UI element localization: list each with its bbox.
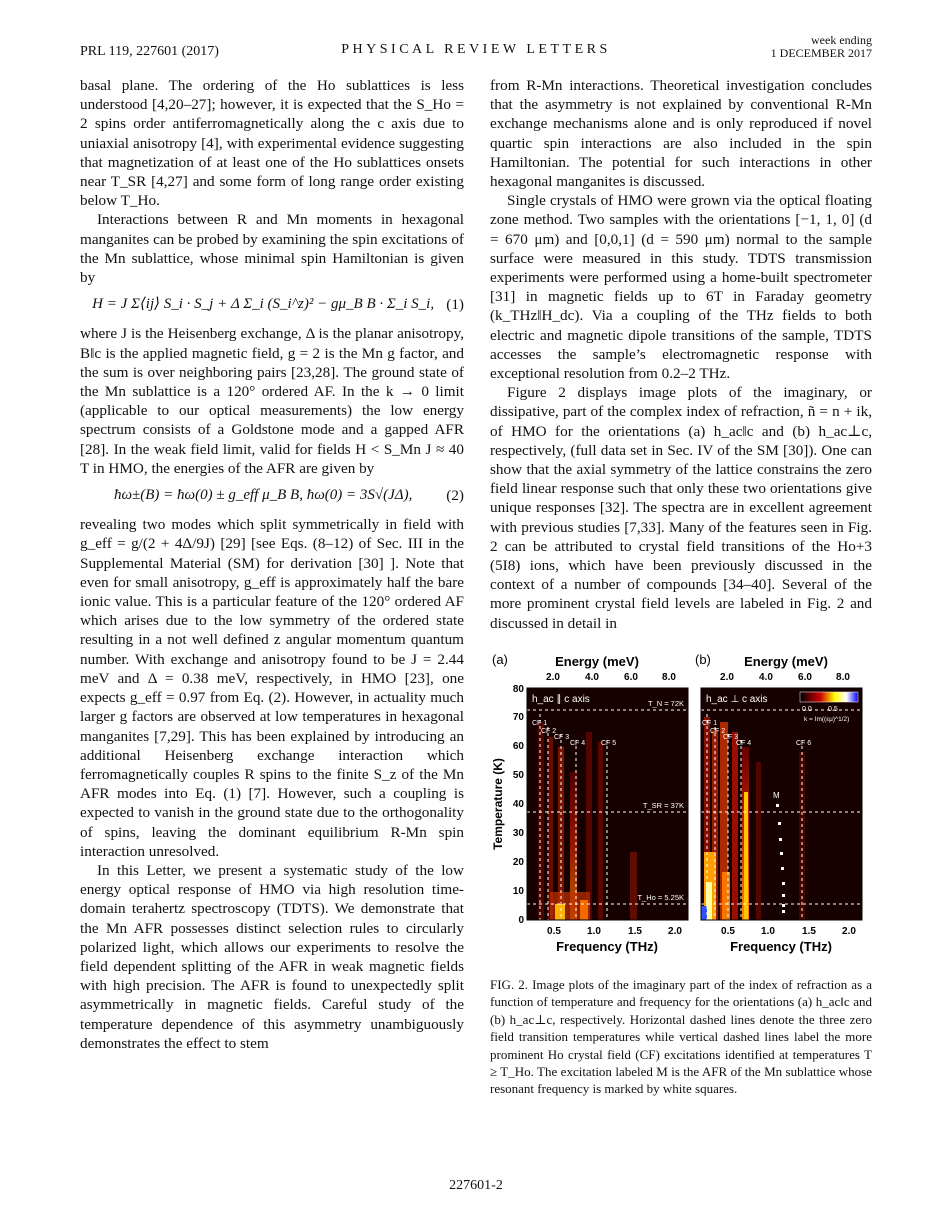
- paragraph: basal plane. The ordering of the Ho sublattices is less understood [4,20–27]; however, it is expected that the S_Ho = 2 spins order antiferromagnetically along the c axis due to uniaxial anisotropy [4], with experimental evidence suggesting that magnetization of at least one of the Ho sublattices onsets near T_SR [4,27] and some form of long range order existing below T_Ho.: [80, 77, 464, 210]
- equation-number: (2): [446, 487, 464, 505]
- afr-marker: [782, 904, 785, 907]
- y-tick-label: 40: [512, 799, 524, 810]
- figure-caption: FIG. 2. Image plots of the imaginary part of the index of refraction as a function of temperature and frequency for the orientations (a) h_ac‖c and (b) h_ac⊥c, respectively. Horizontal dashed lines denote the three zero field transition temperatures while vertical dashed lines label the more prominent Ho crystal field (CF) excitations identified at temperatures T ≥ T_Ho. The excitation labeled M is the AFR of the Mn sublattice whose resonant frequency is marked by white squares.: [490, 977, 872, 1097]
- cf-label: CF 6: [796, 740, 812, 747]
- equation-1: [80, 295, 464, 314]
- colorbar-label: k = Im((εμ)^1/2): [804, 716, 850, 723]
- y-tick-label: 50: [512, 770, 524, 781]
- bottom-tick-label: 1.0: [761, 926, 775, 937]
- bottom-tick-label: 0.5: [547, 926, 561, 937]
- y-tick-label: 80: [512, 684, 524, 695]
- panel-a-top-axis-title: Energy (meV): [555, 654, 639, 669]
- right-column: [490, 76, 872, 633]
- transition-label: T_SR = 37K: [642, 801, 684, 810]
- journal-reference: PRL 119, 227601 (2017): [80, 44, 219, 59]
- y-tick-label: 70: [512, 712, 524, 723]
- afr-marker: [782, 882, 785, 885]
- y-tick-label: 0: [518, 915, 524, 926]
- afr-marker: [780, 852, 783, 855]
- cf-label: CF 1: [702, 720, 718, 727]
- top-tick-label: 4.0: [585, 672, 599, 683]
- cf-label: CF 4: [736, 740, 752, 747]
- paragraph: from R-Mn interactions. Theoretical investigation concludes that the asymmetry is not explained by conventional R-Mn exchange mechanisms alone and is only reproduced if novel quartic spin interactions are also included in the spin Hamiltonian. The potential for such interactions in other hexagonal manganites is discussed.: [490, 77, 872, 191]
- figure-2-svg: [490, 652, 875, 957]
- panel-b-top-ticks: [720, 672, 850, 683]
- afr-marker: [782, 894, 785, 897]
- paragraph: Interactions between R and Mn moments in hexagonal manganites can be probed by examining the spin excitations of the Mn sublattice, whose minimal spin Hamiltonian is given by: [80, 211, 464, 287]
- panel-a-y-ticks: [513, 684, 525, 926]
- bottom-tick-label: 1.5: [802, 926, 816, 937]
- top-tick-label: 8.0: [662, 672, 676, 683]
- cf-label: CF 2: [541, 728, 557, 735]
- date: 1 DECEMBER 2017: [770, 46, 872, 60]
- bottom-tick-label: 0.5: [721, 926, 735, 937]
- page-number: 227601-2: [449, 1178, 503, 1193]
- colorbar-gradient: [800, 692, 858, 702]
- cf-label: CF 3: [554, 734, 570, 741]
- figure-2: [490, 652, 875, 957]
- top-tick-label: 2.0: [720, 672, 734, 683]
- cf-label: CF 1: [532, 720, 548, 727]
- transition-label: T_N = 72K: [647, 699, 684, 708]
- top-tick-label: 6.0: [798, 672, 812, 683]
- y-tick-label: 10: [512, 886, 524, 897]
- cf-label: CF 3: [723, 734, 739, 741]
- afr-marker: [776, 804, 779, 807]
- afr-marker: [782, 910, 785, 913]
- top-tick-label: 6.0: [624, 672, 638, 683]
- panel-b-top-axis-title: Energy (meV): [744, 654, 828, 669]
- paragraph: Single crystals of HMO were grown via the optical floating zone method. Two samples with the orientations [−1, 1, 0] (d = 670 μm) and [0,0,1] (d = 590 μm) normal to the sample surface were measured in this study. TDTS transmission experiments were performed using a home-built spectrometer [31] in magnetic fields up to 6T in Faraday geometry (k_THz‖H_dc). Via a coupling of the THz fields to both electric and magnetic dipole transitions of the sample, TDTS accesses the sample’s electromagnetic response with exceptional resolution from 0.2–2 THz.: [490, 192, 872, 383]
- left-column: [80, 76, 464, 1053]
- paragraph: Figure 2 displays image plots of the imaginary, or dissipative, part of the complex index of refraction, ñ = n + ik, of HMO for the orientations (a) h_ac‖c and (b) h_ac⊥c, respectively, (full data set in Sec. IV of the SM [30]). One can show that the axial symmetry of the lattice constrains the zero field linear response such that only these two orientations give unique responses [32]. The spectra are in excellent agreement with previous studies [7,33]. Many of the features seen in Fig. 2 can be attributed to crystal field transitions of the Ho+3 (5I8) ions, which have been previously discussed in the context of a number of compounds [34–40]. Several of the more prominent crystal field levels are labeled in Fig. 2 and discussed in detail in: [490, 384, 872, 632]
- panel-a-letter: (a): [492, 652, 508, 667]
- cf-label: CF 4: [570, 740, 586, 747]
- panel-a-top-ticks: [546, 672, 676, 683]
- panel-a-bottom-axis-title: Frequency (THz): [556, 939, 658, 954]
- colorbar-tick: 0.5: [828, 706, 838, 713]
- top-tick-label: 2.0: [546, 672, 560, 683]
- y-tick-label: 30: [512, 828, 524, 839]
- panel-a-bottom-ticks: [547, 926, 682, 937]
- panel-b-orientation-label: h_ac ⊥ c axis: [706, 694, 768, 705]
- week-ending-label: week ending: [811, 33, 872, 47]
- afr-marker: [781, 867, 784, 870]
- paragraph: where J is the Heisenberg exchange, Δ is the planar anisotropy, B‖c is the applied magnetic field, g = 2 is the Mn g factor, and the sum is over neighboring pairs [23,28]. The ground state of the Mn sublattice is a 120° ordered AF. In the k → 0 limit (applicable to our optical measurements) the low energy spectrum consists of a Goldstone mode and a gapped AFR [28]. In the weak field limit, valid for fields H < S_Mn J ≈ 40 T in HMO, the energies of the AFR are given by: [80, 325, 464, 477]
- panel-b-letter: (b): [695, 652, 711, 667]
- y-tick-label: 60: [512, 741, 524, 752]
- mode-label: M: [773, 791, 780, 800]
- panel-a-orientation-label: h_ac ∥ c axis: [532, 694, 590, 705]
- bottom-tick-label: 2.0: [842, 926, 856, 937]
- panel-b-bottom-ticks: [721, 926, 856, 937]
- colorbar-tick: 0.0: [802, 706, 812, 713]
- issue-date: [771, 34, 872, 60]
- cf-label: CF 5: [601, 740, 617, 747]
- top-tick-label: 8.0: [836, 672, 850, 683]
- paragraph: In this Letter, we present a systematic study of the low energy optical response of HMO via high resolution time-domain terahertz spectroscopy (TDTS). We demonstrate that the Mn AFR possesses distinct selection rules to circularly polarized light, which allows our experiments to resolve the field dependent splitting of the AFR in weak magnetic fields with high precision. The AFR is found to unexpectedly split asymmetrically in magnetic fields. Careful study of the temperature dependence of this asymmetry unambiguously demonstrates the effect to stem: [80, 861, 464, 1052]
- afr-marker: [778, 822, 781, 825]
- bottom-tick-label: 1.5: [628, 926, 642, 937]
- afr-marker: [779, 838, 782, 841]
- equation-2: [80, 486, 464, 505]
- top-tick-label: 4.0: [759, 672, 773, 683]
- y-tick-label: 20: [512, 857, 524, 868]
- equation-body: ħω±(B) = ħω(0) ± g_eff μ_B B, ħω(0) = 3S√(JΔ),: [113, 487, 413, 504]
- page-header: [80, 33, 872, 64]
- cf-label: CF 2: [710, 728, 726, 735]
- panel-a-y-axis-title: Temperature (K): [491, 758, 505, 850]
- equation-body: H = J Σ⟨ij⟩ S_i · S_j + Δ Σ_i (S_i^z)² − gμ_B B · Σ_i S_i,: [92, 296, 435, 313]
- equation-number: (1): [446, 296, 464, 314]
- paragraph: revealing two modes which split symmetrically in field with g_eff = g/(2 + 4Δ/9J) [29] [see Eqs. (8–12) of Sec. III in the Supplemental Material (SM) for derivation [30] ]. Note that even for small anisotropy, g_eff is approximately half the bare ionic value. This is a particular feature of the 120° ordered AF which arises due to the low symmetry of the ordered state resulting in a not well defined z angular momentum quantum number. With exchange and anisotropy found to be J = 2.44 meV and Δ = 0.38 meV, respectively, in HMO [23], one expects g_eff = 0.97 from Eq. (2). However, in actuality much larger g factors are observed at low temperatures in hexagonal manganites [7,29]. This has been explained by introducing an additional Heisenberg exchange interaction which ferromagnetically couples R spins to the finite S_z of the Mn AFR modes into Eq. (1) [7]. However, such a coupling is expected to vanish in the ground state due to the orthogonality of spins, leaving the dominant equilibrium R-Mn spin interaction unresolved.: [80, 516, 464, 860]
- bottom-tick-label: 1.0: [587, 926, 601, 937]
- transition-label: T_Ho = 5.25K: [637, 893, 684, 902]
- bottom-tick-label: 2.0: [668, 926, 682, 937]
- panel-b-bottom-axis-title: Frequency (THz): [730, 939, 832, 954]
- journal-name: PHYSICAL REVIEW LETTERS: [341, 42, 611, 57]
